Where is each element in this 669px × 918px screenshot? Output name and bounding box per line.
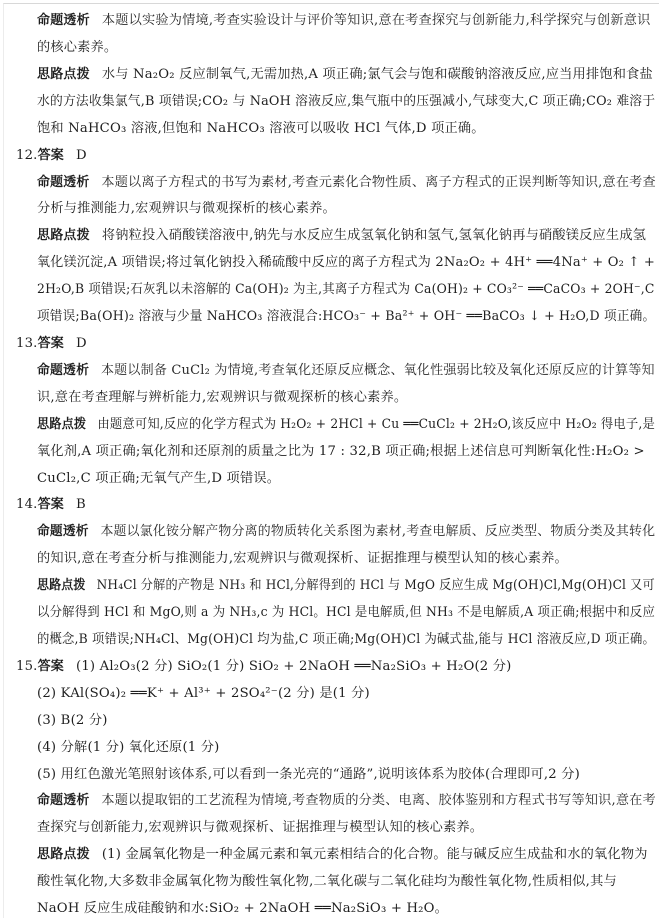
- q13-mingti-line-1: [37, 362, 655, 380]
- q15-answer-line-5: (5) 用红色激光笔照射该体系,可以看到一条光亮的“通路”,说明该体系为胶体(合理即可,2 分): [37, 766, 580, 782]
- mingti-label: 命题透析: [37, 524, 89, 540]
- q11-mingti-line-1: [37, 12, 651, 30]
- answer-label: 答案: [37, 497, 64, 513]
- q15-silu-line-2: 酸性氧化物,大多数非金属氧化物为酸性氧化物,二氧化碳与二氧化硅均为酸性氧化物,性质相似,其与: [37, 874, 617, 890]
- q14-silu-text: NH₄Cl 分解的产物是 NH₃ 和 HCl,分解得到的 HCl 与 MgO 反应生成 Mg(OH)Cl,Mg(OH)Cl 又可: [96, 578, 655, 594]
- silu-label: 思路点拨: [37, 66, 90, 82]
- silu-label: 思路点拨: [37, 847, 90, 863]
- answer-label: 答案: [37, 147, 64, 163]
- q13-mingti-line-2: 识,意在考查理解与辨析能力,宏观辨识与微观探析的核心素养。: [37, 389, 408, 405]
- q14-silu-line-2: 以分解得到 HCl 和 MgO,则 a 为 NH₃,c 为 HCl。HCl 是电解质,但 NH₃ 不是电解质,A 项正确;根据中和反应: [37, 605, 656, 620]
- q15-answer-line-3: (3) B(2 分): [37, 712, 108, 728]
- silu-label: 思路点拨: [37, 416, 87, 432]
- q13-answer-line: [16, 335, 87, 353]
- answer-label: 答案: [37, 335, 64, 351]
- q12-answer: D: [75, 147, 87, 163]
- q12-answer-line: [16, 147, 87, 165]
- q13-silu-line-2: 氧化剂,A 项正确;氧化剂和还原剂的质量之比为 17 : 32,B 项正确;根据上述信息可判断氧化性:H₂O₂ >: [37, 443, 645, 459]
- q12-mingti-line-1: [37, 174, 656, 192]
- q14-silu-line-1: [37, 577, 655, 595]
- q15-silu-line-3: NaOH 反应生成硅酸钠和水:SiO₂ + 2NaOH ══Na₂SiO₃ + H₂O。: [37, 901, 449, 916]
- q15-number: 15.: [16, 658, 38, 674]
- q14-silu-line-3: 的概念,B 项错误;NH₄Cl、Mg(OH)Cl 均为盐,C 项正确;Mg(OH)Cl 为碱式盐,能与 HCl 溶液反应,D 项正确。: [37, 631, 656, 647]
- q15-silu-text: (1) 金属氧化物是一种金属元素和氧元素相结合的化合物。能与碱反应生成盐和水的氧化物为: [101, 847, 648, 863]
- q15-answer-1: (1) Al₂O₃(2 分) SiO₂(1 分) SiO₂ + 2NaOH ══Na₂SiO₃ + H₂O(2 分): [75, 658, 512, 674]
- q12-silu-line-3: 2H₂O,B 项错误;石灰乳以未溶解的 Ca(OH)₂ 为主,其离子方程式为 Ca(OH)₂ + CO₃²⁻ ══CaCO₃ + 2OH⁻,C: [37, 282, 655, 298]
- q14-mingti-text: 本题以氯化铵分解产物分离的物质转化关系图为素材,考查电解质、反应类型、物质分类及其转化: [100, 524, 656, 540]
- q13-answer: D: [75, 335, 87, 351]
- q12-silu-line-4: 项错误;Ba(OH)₂ 溶液与少量 NaHCO₃ 溶液混合:HCO₃⁻ + Ba²⁺ + OH⁻ ══BaCO₃ ↓ + H₂O,D 项正确。: [37, 309, 656, 324]
- q12-mingti-line-2: 分析与推测能力,宏观辨识与微观探析的核心素养。: [37, 201, 336, 217]
- q15-silu-line-1: [37, 846, 648, 864]
- silu-label: 思路点拨: [37, 228, 90, 244]
- q11-silu-line-1: [37, 66, 653, 84]
- q11-mingti-line-2: 的核心素养。: [37, 39, 118, 55]
- q15-answer-line-2: (2) KAl(SO₄)₂ ══K⁺ + Al³⁺ + 2SO₄²⁻(2 分) 是(1 分): [37, 685, 370, 701]
- q13-mingti-text: 本题以制备 CuCl₂ 为情境,考查氧化还原反应概念、氧化性强弱比较及氧化还原反应的计算等知: [100, 362, 655, 378]
- q11-silu-line-3: 饱和 NaHCO₃ 溶液,但饱和 NaHCO₃ 溶液可以吸收 HCl 气体,D 项正确。: [37, 120, 485, 136]
- mingti-label: 命题透析: [37, 362, 90, 378]
- q12-mingti-text: 本题以离子方程式的书写为素材,考查元素化合物性质、离子方程式的正误判断等知识,意在考查: [101, 174, 656, 190]
- q12-silu-line-1: [37, 227, 646, 245]
- mingti-label: 命题透析: [37, 13, 90, 28]
- q14-answer-line: [16, 496, 86, 514]
- q14-mingti-line-1: [37, 523, 655, 541]
- q14-number: 14.: [16, 497, 38, 513]
- q13-silu-text: 由题意可知,反应的化学方程式为 H₂O₂ + 2HCl + Cu ══CuCl₂ + 2H₂O,该反应中 H₂O₂ 得电子,是: [97, 416, 655, 432]
- mingti-label: 命题透析: [37, 174, 90, 190]
- q14-mingti-line-2: 的知识,意在考查分析与推测能力,宏观辨识与微观探析、证据推理与模型认知的核心素养。: [37, 551, 568, 567]
- q13-silu-line-3: CuCl₂,C 项正确;无氧气产生,D 项错误。: [37, 470, 281, 486]
- q11-silu-line-2: 水的方法收集氯气,B 项错误;CO₂ 与 NaOH 溶液反应,集气瓶中的压强减小,气球变大,C 项正确;CO₂ 难溶于: [37, 93, 656, 109]
- q11-mingti-text: 本题以实验为情境,考查实验设计与评价等知识,意在考查探究与创新能力,科学探究与创新意识: [101, 13, 651, 28]
- q15-mingti-line-1: [37, 792, 656, 810]
- q12-silu-text: 将钠粒投入硝酸镁溶液中,钠先与水反应生成氢氧化钠和氢气,氢氧化钠再与硝酸镁反应生成氢: [101, 228, 647, 244]
- q13-number: 13.: [16, 335, 38, 351]
- q15-answer-line-4: (4) 分解(1 分) 氧化还原(1 分): [37, 739, 220, 755]
- q15-answer-line-1: [16, 658, 512, 676]
- q15-mingti-text: 本题以提取铝的工艺流程为情境,考查物质的分类、电离、胶体鉴别和方程式书写等知识,意在考: [101, 793, 656, 809]
- q12-silu-line-2: 氧化镁沉淀,A 项错误;将过氧化钠投入稀硫酸中反应的离子方程式为 2Na₂O₂ + 4H⁺ ══4Na⁺ + O₂ ↑ +: [37, 255, 656, 271]
- mingti-label: 命题透析: [37, 793, 90, 809]
- q14-answer: B: [75, 497, 86, 513]
- q11-silu-text: 水与 Na₂O₂ 反应制氧气,无需加热,A 项正确;氯气会与饱和碳酸钠溶液反应,应当用排饱和食盐: [101, 66, 653, 82]
- q12-number: 12.: [16, 147, 38, 163]
- silu-label: 思路点拨: [37, 578, 86, 594]
- q15-mingti-line-2: 查探究与创新能力,宏观辨识与微观探析、证据推理与模型认知的核心素养。: [37, 820, 484, 836]
- q13-silu-line-1: [37, 416, 655, 434]
- answer-label: 答案: [37, 658, 64, 674]
